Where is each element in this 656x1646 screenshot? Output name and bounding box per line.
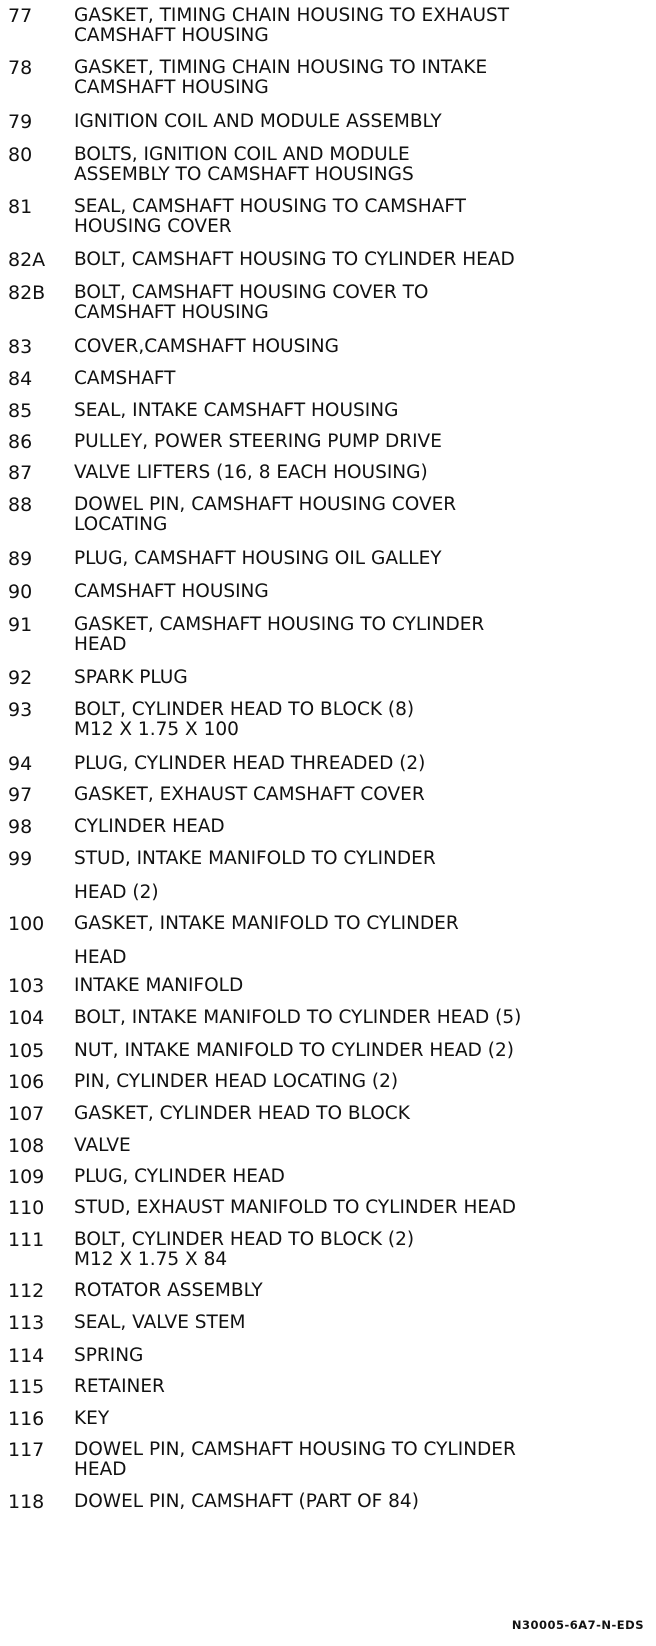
description-line: SPRING <box>74 1345 144 1366</box>
description-line: HEAD <box>74 1459 127 1480</box>
item-number: 111 <box>8 1229 45 1251</box>
description-line: SEAL, CAMSHAFT HOUSING TO CAMSHAFT <box>74 196 466 217</box>
item-description <box>74 337 339 357</box>
drawing-code: N30005-6A7-N-EDS <box>511 1618 644 1632</box>
item-number: 81 <box>8 196 33 218</box>
description-line: BOLT, CAMSHAFT HOUSING COVER TO <box>74 282 429 303</box>
description-line: CAMSHAFT HOUSING <box>74 581 269 602</box>
description-line: BOLT, CYLINDER HEAD TO BLOCK (2) <box>74 1229 415 1250</box>
item-description <box>74 1346 143 1366</box>
description-line: BOLTS, IGNITION COIL AND MODULE <box>74 144 410 165</box>
item-description <box>74 1136 131 1156</box>
description-line: RETAINER <box>74 1376 165 1397</box>
item-number: 117 <box>8 1439 45 1461</box>
item-number: 104 <box>8 1007 45 1029</box>
description-line: GASKET, CYLINDER HEAD TO BLOCK <box>74 1103 410 1124</box>
item-description <box>74 369 175 389</box>
description-line: GASKET, TIMING CHAIN HOUSING TO EXHAUST <box>74 5 510 26</box>
description-line: BOLT, INTAKE MANIFOLD TO CYLINDER HEAD (5) <box>74 1007 522 1028</box>
item-description <box>74 914 459 968</box>
description-line: BOLT, CAMSHAFT HOUSING TO CYLINDER HEAD <box>74 249 515 270</box>
item-description <box>74 1198 516 1218</box>
item-description <box>74 58 487 98</box>
item-description <box>74 1167 285 1187</box>
item-number: 98 <box>8 816 33 838</box>
item-description <box>74 145 414 185</box>
item-description <box>74 1230 414 1270</box>
description-line: GASKET, EXHAUST CAMSHAFT COVER <box>74 784 425 805</box>
item-number: 112 <box>8 1280 45 1302</box>
item-number: 84 <box>8 368 33 390</box>
item-number: 106 <box>8 1071 45 1093</box>
item-description <box>74 754 425 774</box>
item-description <box>74 1440 516 1480</box>
description-line: BOLT, CYLINDER HEAD TO BLOCK (8) <box>74 699 415 720</box>
item-description <box>74 250 515 270</box>
description-line: PULLEY, POWER STEERING PUMP DRIVE <box>74 431 442 452</box>
description-line: LOCATING <box>74 514 168 535</box>
item-description <box>74 1492 419 1512</box>
item-number: 99 <box>8 848 33 870</box>
item-number: 86 <box>8 431 33 453</box>
description-line: SPARK PLUG <box>74 667 188 688</box>
item-description <box>74 817 225 837</box>
item-number: 89 <box>8 548 33 570</box>
description-line: DOWEL PIN, CAMSHAFT HOUSING TO CYLINDER <box>74 1439 516 1460</box>
description-line: HOUSING COVER <box>74 216 232 237</box>
description-line: ASSEMBLY TO CAMSHAFT HOUSINGS <box>74 164 414 185</box>
item-description <box>74 1377 165 1397</box>
item-description <box>74 432 442 452</box>
description-line: PLUG, CAMSHAFT HOUSING OIL GALLEY <box>74 548 442 569</box>
description-line: VALVE LIFTERS (16, 8 EACH HOUSING) <box>74 462 428 483</box>
description-line: DOWEL PIN, CAMSHAFT (PART OF 84) <box>74 1491 419 1512</box>
item-description <box>74 1008 521 1028</box>
description-line: CAMSHAFT HOUSING <box>74 77 269 98</box>
item-description <box>74 1104 410 1124</box>
description-line: CAMSHAFT HOUSING <box>74 25 269 46</box>
item-description <box>74 197 466 237</box>
description-line: KEY <box>74 1408 110 1429</box>
item-number: 77 <box>8 5 33 27</box>
item-description <box>74 785 425 805</box>
item-description <box>74 582 269 602</box>
item-description <box>74 283 428 323</box>
description-line: HEAD <box>74 947 127 968</box>
item-number: 108 <box>8 1135 45 1157</box>
item-description <box>74 495 456 535</box>
item-description <box>74 615 484 655</box>
description-line: HEAD (2) <box>74 882 159 903</box>
item-number: 94 <box>8 753 33 775</box>
item-number: 114 <box>8 1345 45 1367</box>
item-description <box>74 549 442 569</box>
item-description <box>74 112 442 132</box>
item-description <box>74 401 398 421</box>
description-line: M12 X 1.75 X 100 <box>74 719 239 740</box>
description-line: HEAD <box>74 634 127 655</box>
description-line: PLUG, CYLINDER HEAD THREADED (2) <box>74 753 426 774</box>
item-number: 91 <box>8 614 33 636</box>
item-number: 116 <box>8 1408 45 1430</box>
description-line: STUD, INTAKE MANIFOLD TO CYLINDER <box>74 848 436 869</box>
description-line: SEAL, INTAKE CAMSHAFT HOUSING <box>74 400 399 421</box>
item-description <box>74 1041 514 1061</box>
description-line: NUT, INTAKE MANIFOLD TO CYLINDER HEAD (2) <box>74 1040 514 1061</box>
description-line: IGNITION COIL AND MODULE ASSEMBLY <box>74 111 442 132</box>
item-number: 115 <box>8 1376 45 1398</box>
item-number: 103 <box>8 975 45 997</box>
item-number: 97 <box>8 784 33 806</box>
item-description <box>74 849 436 903</box>
item-description <box>74 700 414 740</box>
description-line: CYLINDER HEAD <box>74 816 225 837</box>
description-line: STUD, EXHAUST MANIFOLD TO CYLINDER HEAD <box>74 1197 516 1218</box>
description-line: INTAKE MANIFOLD <box>74 975 244 996</box>
item-description <box>74 668 188 688</box>
item-number: 80 <box>8 144 33 166</box>
item-number: 79 <box>8 111 33 133</box>
description-line: PLUG, CYLINDER HEAD <box>74 1166 285 1187</box>
item-description <box>74 976 243 996</box>
description-line: PIN, CYLINDER HEAD LOCATING (2) <box>74 1071 399 1092</box>
item-number: 92 <box>8 667 33 689</box>
description-line: ROTATOR ASSEMBLY <box>74 1280 263 1301</box>
description-line: GASKET, INTAKE MANIFOLD TO CYLINDER <box>74 913 459 934</box>
item-number: 93 <box>8 699 33 721</box>
description-line: M12 X 1.75 X 84 <box>74 1249 228 1270</box>
item-number: 100 <box>8 913 45 935</box>
item-number: 87 <box>8 462 33 484</box>
item-number: 110 <box>8 1197 45 1219</box>
item-number: 113 <box>8 1312 45 1334</box>
description-line: SEAL, VALVE STEM <box>74 1312 246 1333</box>
item-number: 107 <box>8 1103 45 1125</box>
item-number: 118 <box>8 1491 45 1513</box>
item-number: 90 <box>8 581 33 603</box>
item-number: 78 <box>8 57 33 79</box>
description-line: DOWEL PIN, CAMSHAFT HOUSING COVER <box>74 494 457 515</box>
item-description <box>74 463 428 483</box>
item-number: 82B <box>8 282 46 304</box>
description-line: VALVE <box>74 1135 131 1156</box>
item-number: 88 <box>8 494 33 516</box>
item-description <box>74 6 509 46</box>
item-description <box>74 1313 245 1333</box>
item-description <box>74 1409 109 1429</box>
description-line: CAMSHAFT <box>74 368 176 389</box>
item-number: 82A <box>8 249 46 271</box>
item-description <box>74 1281 263 1301</box>
item-number: 85 <box>8 400 33 422</box>
description-line: CAMSHAFT HOUSING <box>74 302 269 323</box>
description-line: GASKET, TIMING CHAIN HOUSING TO INTAKE <box>74 57 488 78</box>
item-number: 83 <box>8 336 33 358</box>
description-line: COVER,CAMSHAFT HOUSING <box>74 336 339 357</box>
item-number: 105 <box>8 1040 45 1062</box>
item-description <box>74 1072 398 1092</box>
item-number: 109 <box>8 1166 45 1188</box>
description-line: GASKET, CAMSHAFT HOUSING TO CYLINDER <box>74 614 485 635</box>
